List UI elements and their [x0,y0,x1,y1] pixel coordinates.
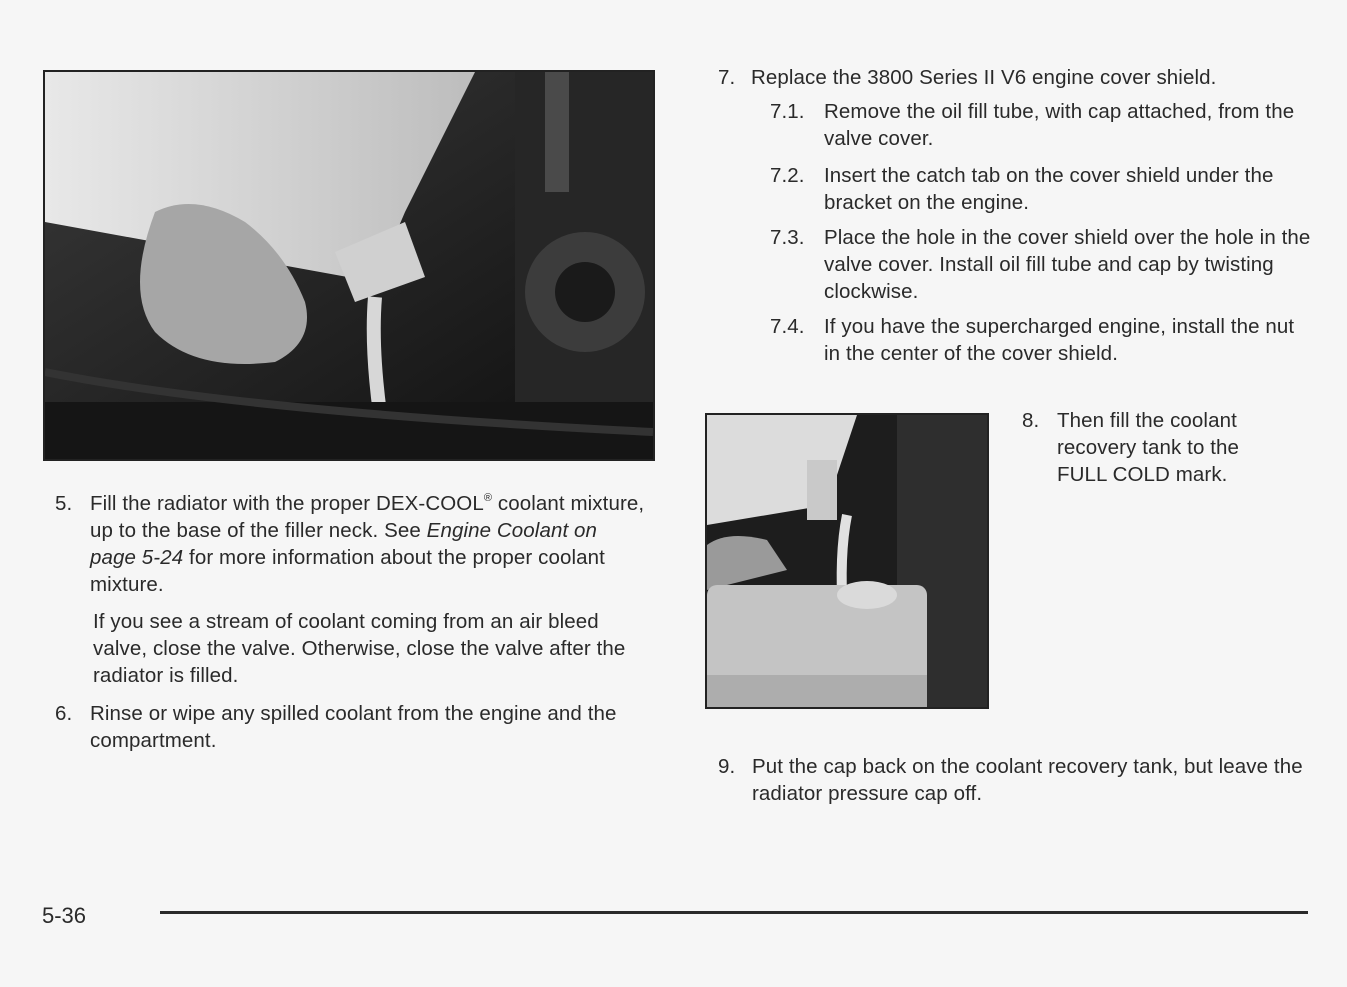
substep-7-4 [770,313,1315,367]
step-text [90,490,645,598]
substep-number: 7.4. [770,315,805,338]
substep-text: Insert the catch tab on the cover shield under the bracket on the engine. [824,164,1274,214]
step-text-part: coolant mixture, up to the base of the filler neck. See [90,492,645,542]
substep-7-1 [770,98,1315,152]
substep-number: 7.3. [770,226,805,249]
step-number: 7. [718,66,736,89]
step-8 [1022,407,1292,488]
substep-text: If you have the supercharged engine, install the nut in the center of the cover shield. [824,315,1295,365]
step-number: 6. [55,702,73,725]
step-number: 9. [718,755,736,778]
cross-reference: Engine Coolant on page 5-24 [90,519,598,569]
step-text: Rinse or wipe any spilled coolant from the engine and the compartment. [90,702,617,752]
registered-mark: ® [483,492,493,504]
step-7 [718,64,1318,91]
substep-7-2 [770,162,1315,216]
step-text: Put the cap back on the coolant recovery tank, but leave the radiator pressure cap off. [752,755,1303,805]
step-text: Then fill the coolant recovery tank to the FULL COLD mark. [1057,409,1240,486]
step-number: 5. [55,492,73,515]
step-5 [55,490,645,598]
step-9 [718,753,1308,807]
radiator-fill-photo [43,70,655,461]
step-text-part: Fill the radiator with the proper DEX-COOL [90,492,484,515]
substep-7-3 [770,224,1315,305]
substep-number: 7.2. [770,164,805,187]
recovery-tank-photo [705,413,989,709]
footer-rule [160,911,1308,914]
substep-number: 7.1. [770,100,805,123]
step-6 [55,700,645,754]
page-number: 5-36 [42,903,87,928]
substep-text: Place the hole in the cover shield over the hole in the valve cover. Install oil fill tube and cap by twisting clockwise. [824,226,1311,303]
step-number: 8. [1022,409,1040,432]
step-text: Replace the 3800 Series II V6 engine cover shield. [751,66,1217,89]
step-text-part: for more information about the proper coolant mixture. [90,546,605,596]
step-5-note: If you see a stream of coolant coming from an air bleed valve, close the valve. Otherwise, close the valve after the radiator is filled. [93,610,626,687]
substep-text: Remove the oil fill tube, with cap attached, from the valve cover. [824,100,1295,150]
